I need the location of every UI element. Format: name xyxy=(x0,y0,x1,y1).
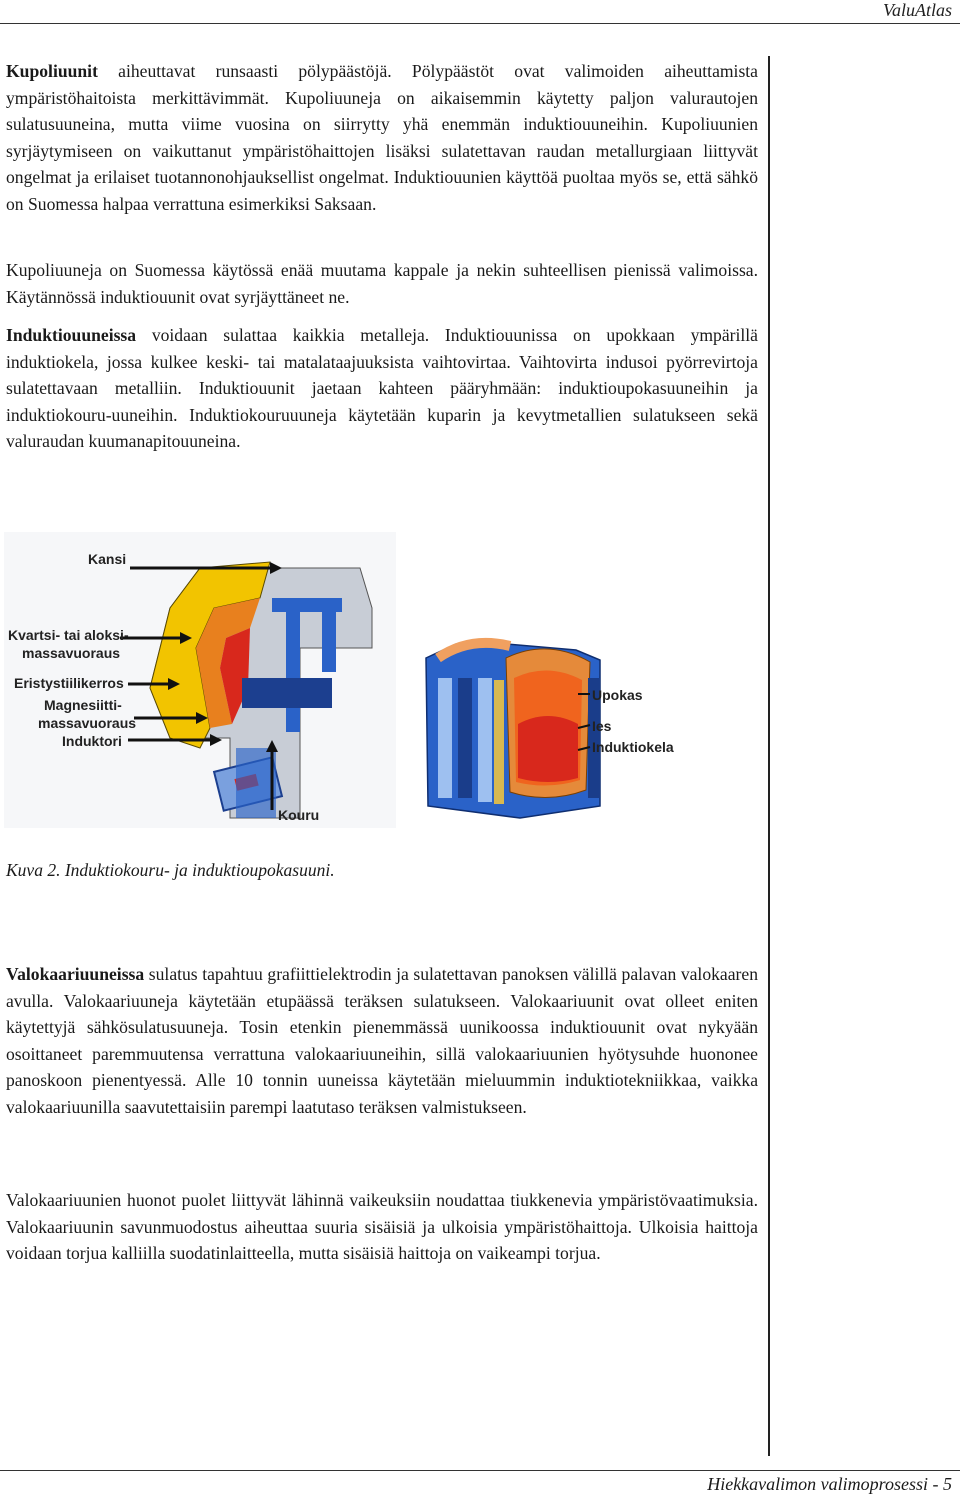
paragraph-kupoliuunit xyxy=(6,58,758,218)
page-header xyxy=(0,0,960,24)
crucible-furnace-diagram xyxy=(426,643,674,818)
base-support xyxy=(236,748,276,818)
paragraph-text: Kupoliuuneja on Suomessa käytössä enää muutama kappale ja nekin suhteellisen pienissä valimoissa. Käytännössä induktiouunit ovat syrjäyttäneet ne. xyxy=(6,260,758,307)
paragraph-induktiouuneissa xyxy=(6,322,758,455)
furnace-figure xyxy=(0,528,760,838)
label-upokas: Upokas xyxy=(592,687,643,703)
figure-caption: Kuva 2. Induktiokouru- ja induktioupokasuuni. xyxy=(6,860,335,880)
page-footer: Hiekkavalimon valimoprosessi - 5 xyxy=(707,1474,952,1494)
coil-slot xyxy=(438,678,452,798)
steel-column xyxy=(286,612,300,732)
label-induktori: Induktori xyxy=(62,733,122,749)
label-vuoraus-1: Kvartsi- tai aloksi- xyxy=(8,627,129,643)
label-ies: Ies xyxy=(592,718,612,734)
furnace-illustration xyxy=(0,528,760,838)
coil-housing xyxy=(242,678,332,708)
label-vuoraus-2: massavuoraus xyxy=(22,645,121,661)
label-magnesiitti-2: massavuoraus xyxy=(38,715,137,731)
paragraph-text: voidaan sulattaa kaikkia metalleja. Induktiouunissa on upokkaan ympärillä induktiokela, jossa kulkee keski- tai matalataajuuksista vaihtovirtaa. Vaihtovirta indusoi pyörrevirtoja sulatettavaan metalliin. Induktiouunit jaetaan kahteen pääryhmään: induktioupokasuuneihin ja induktiokouru-uuneihin. Induktiokouruuuneja käytetään kuparin ja kevytmetallien sulatukseen sekä valuraudan kuumanapitouuneina. xyxy=(6,325,758,452)
molten-metal-core xyxy=(518,716,578,782)
paragraph-kupoliuuneja-suomessa xyxy=(6,257,758,310)
paragraph-valokaariuuneissa xyxy=(6,961,758,1121)
channel-furnace-diagram xyxy=(4,532,396,828)
footer-rule xyxy=(0,1470,960,1471)
steel-beam xyxy=(272,598,342,612)
coil-slot xyxy=(458,678,472,798)
margin-rule xyxy=(768,56,770,1456)
paragraph-text: sulatus tapahtuu grafiittielektrodin ja sulatettavan panoksen välillä palavan valokaaren avulla. Valokaariuuneja käytetään etupäässä teräksen sulatukseen. Valokaariuunit ovat olleet eniten käytettyjä sähkösulatusuuneja. Tosin etenkin pienemmässä uunikoossa induktiouunit ovat nykyään osoittaneet paremmuutensa verrattuna valokaariuuneihin, sillä valokaariuunien hyötysuhde huononee panoskoon pienentyessä. Alle 10 tonnin uuneissa käytetään mieluummin induktiotekniikkaa, vaikka valokaariuunilla saavutettaisiin parempi laatutaso teräksen valmistukseen. xyxy=(6,964,758,1117)
label-kouru: Kouru xyxy=(278,807,320,823)
label-kansi: Kansi xyxy=(88,551,127,567)
label-eriste: Eristystiilikerros xyxy=(14,675,124,691)
paragraph-text: Valokaariuunien huonot puolet liittyvät lähinnä vaikeuksiin noudattaa tiukkenevia ympäristövaatimuksia. Valokaariuunin savunmuodostus aiheuttaa suuria sisäisiä ja ulkoisia ympäristöhaittoja. Ulkoisia haittoja voidaan torjua kalliilla suodatinlaitteella, mutta sisäisiä haittoja on vaikeampi torjua. xyxy=(6,1190,758,1264)
term-valokaariuuneissa: Valokaariuuneissa xyxy=(6,964,145,984)
coil-slot xyxy=(478,678,492,802)
steel-column-2 xyxy=(322,612,336,672)
term-kupoliuunit: Kupoliuunit xyxy=(6,61,98,81)
label-induktiokela: Induktiokela xyxy=(592,739,674,755)
paragraph-text: aiheuttavat runsaasti pölypäästöjä. Pölypäästöt ovat valimoiden aiheuttamista ympäristöhaitoista merkittävimmät. Kupoliuuneja on aikaisemmin käytetty paljon valurautojen sulatusuuneina, mutta viime vuosina on siirrytty yhä enemmän induktiouuneihin. Kupoliuunien syrjäytymiseen on vaikuttanut ympäristöhaittojen lisäksi sulatettavan raudan metallurgiaan liittyvät ongelmat ja erilaiset tuotannonohjauksellist ongelmat. Induktiouunien käyttöä puoltaa myös se, että sähkö on Suomessa halpaa verrattuna esimerkiksi Saksaan. xyxy=(6,61,758,214)
yoke xyxy=(494,680,504,804)
label-magnesiitti-1: Magnesiitti- xyxy=(44,697,122,713)
header-title: ValuAtlas xyxy=(882,0,952,20)
term-induktiouuneissa: Induktiouuneissa xyxy=(6,325,137,345)
header-rule xyxy=(0,23,960,24)
paragraph-valokaariuunien-huonot-puolet xyxy=(6,1187,758,1267)
